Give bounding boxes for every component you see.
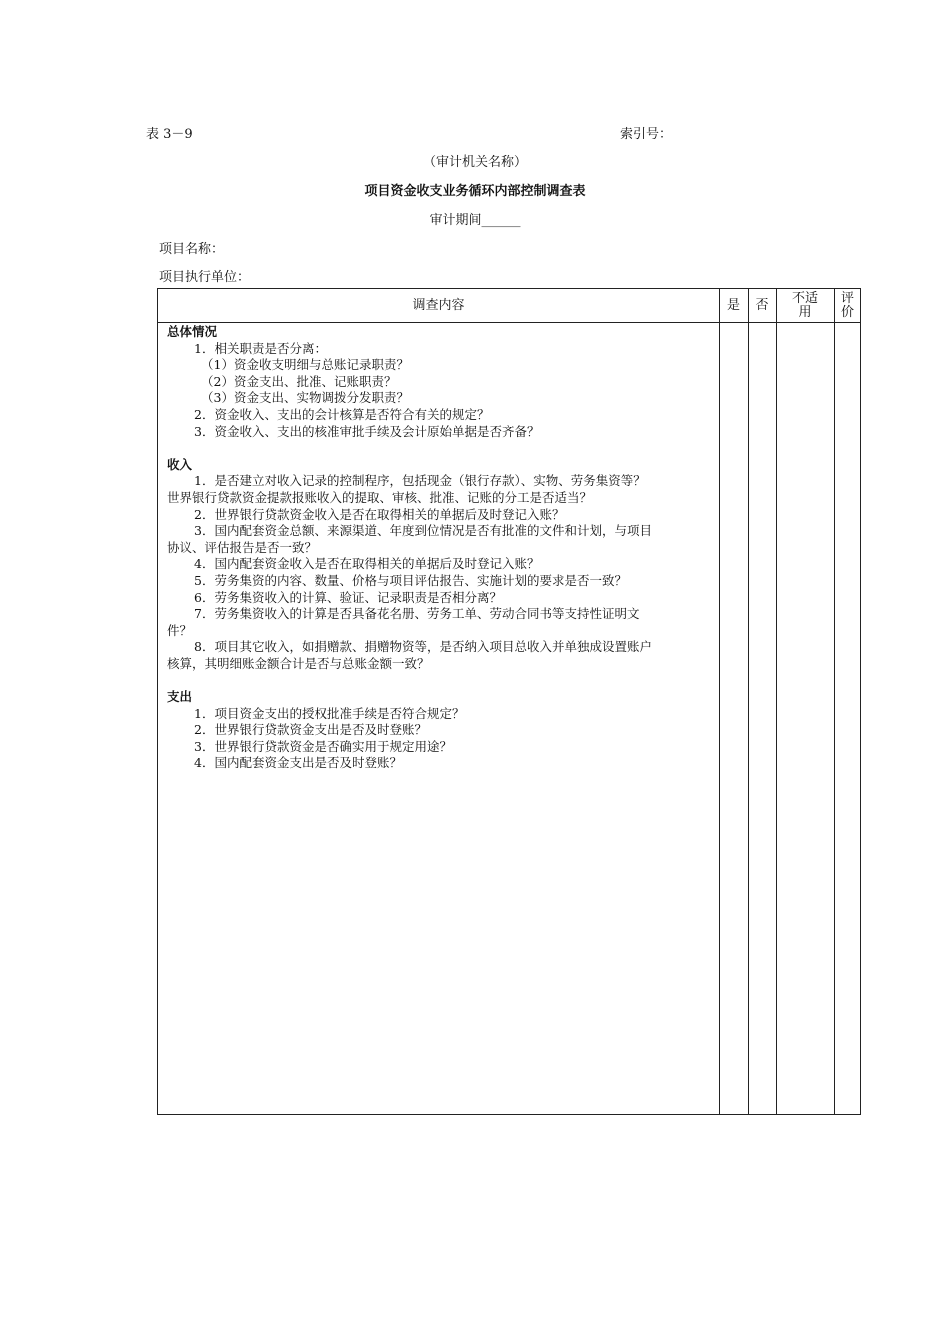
project-unit-label: 项目执行单位：	[159, 270, 251, 285]
income-q3-line2: 协议、评估报告是否一致？	[167, 539, 318, 555]
income-q8-line1: 8．项目其它收入，如捐赠款、捐赠物资等，是否纳入项目总收入并单独成设置账户	[194, 639, 652, 655]
income-q3-line1: 3．国内配套资金总额、来源渠道、年度到位情况是否有批准的文件和计划，与项目	[194, 523, 652, 539]
general-q3: 3．资金收入、支出的核准审批手续及会计原始单据是否齐备？	[194, 423, 540, 439]
section-title-expense: 支出	[167, 689, 193, 705]
table-id: 表 3－9	[146, 127, 193, 142]
income-q8-line2: 核算，其明细账金额合计是否与总账金额一致？	[167, 655, 430, 671]
audit-org-name: （审计机关名称）	[422, 155, 527, 170]
income-q7-line1: 7．劳务集资收入的计算是否具备花名册、劳务工单、劳动合同书等支持性证明文	[194, 606, 640, 622]
expense-q2: 2．世界银行贷款资金支出是否及时登账？	[194, 722, 427, 738]
col-divider-eval	[834, 289, 835, 1114]
audit-period: 审计期间______	[429, 213, 521, 228]
income-q6: 6．劳务集资收入的计算、验证、记录职责是否相分离？	[194, 589, 502, 605]
header-content: 调查内容	[412, 297, 465, 313]
header-na-line1: 不适	[791, 290, 818, 306]
index-number-label: 索引号：	[620, 127, 673, 142]
income-q7-line2: 件？	[167, 622, 193, 638]
header-divider	[158, 322, 860, 323]
header-na-line2: 用	[798, 304, 812, 320]
project-name-label: 项目名称：	[159, 242, 225, 257]
general-q1: 1．相关职责是否分离：	[194, 340, 327, 356]
general-q2: 2．资金收入、支出的会计核算是否符合有关的规定？	[194, 406, 490, 422]
header-eval-line1: 评	[840, 290, 854, 306]
income-q1-line1: 1．是否建立对收入记录的控制程序，包括现金（银行存款）、实物、劳务集资等？	[194, 473, 646, 489]
general-q1c: （3）资金支出、实物调拨分发职责？	[201, 390, 409, 406]
header-evaluation	[834, 289, 861, 322]
income-q4: 4．国内配套资金收入是否在取得相关的单据后及时登记入账？	[194, 556, 540, 572]
header-yes: 是	[726, 297, 740, 313]
section-title-general: 总体情况	[167, 324, 218, 339]
header-eval-line2: 价	[840, 304, 854, 320]
general-q1b: （2）资金支出、批准、记账职责？	[201, 373, 397, 389]
section-title-income: 收入	[167, 456, 193, 472]
col-divider-na	[776, 289, 777, 1114]
header-not-applicable	[776, 289, 834, 322]
header-no: 否	[755, 297, 769, 313]
document-title: 项目资金收支业务循环内部控制调查表	[364, 184, 586, 199]
income-q5: 5．劳务集资的内容、数量、价格与项目评估报告、实施计划的要求是否一致？	[194, 572, 627, 588]
income-q2: 2．世界银行贷款资金收入是否在取得相关的单据后及时登记入账？	[194, 506, 565, 522]
income-q1-line2: 世界银行贷款资金提款报账收入的提取、审核、批准、记账的分工是否适当？	[167, 489, 593, 505]
col-divider-yes	[719, 289, 720, 1114]
expense-q3: 3．世界银行贷款资金是否确实用于规定用途？	[194, 738, 452, 754]
general-q1a: （1）资金收支明细与总账记录职责？	[201, 357, 409, 373]
survey-content	[167, 324, 712, 772]
survey-table	[157, 288, 861, 1115]
expense-q4: 4．国内配套资金支出是否及时登账？	[194, 755, 402, 771]
col-divider-no	[748, 289, 749, 1114]
expense-q1: 1．项目资金支出的授权批准手续是否符合规定？	[194, 705, 465, 721]
